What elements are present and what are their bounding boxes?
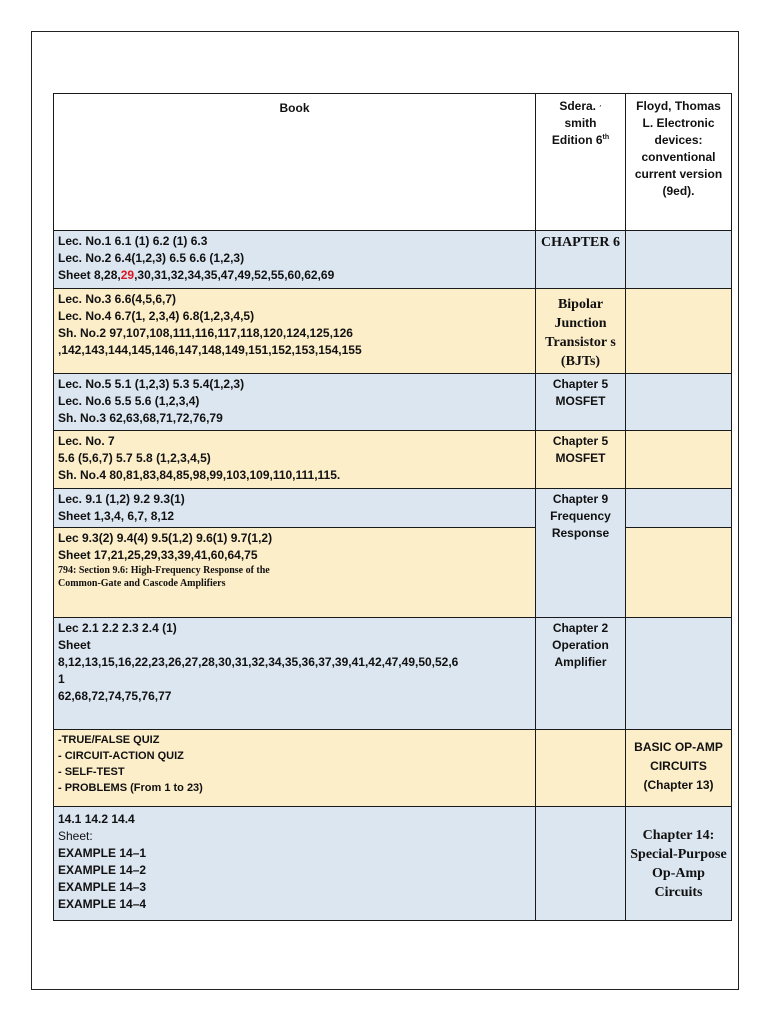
floyd-cell bbox=[626, 618, 732, 730]
lecture-cell: Lec. No. 7 5.6 (5,6,7) 5.7 5.8 (1,2,3,4,5) Sh. No.4 80,81,83,84,85,98,99,103,109,110,111,115. bbox=[54, 431, 536, 489]
lecture-cell: Lec 2.1 2.2 2.3 2.4 (1) Sheet 8,12,13,15,16,22,23,26,27,28,30,31,32,34,35,36,37,39,41,42,47,49,50,52,6 1 62,68,72,74,75,76,77 bbox=[54, 618, 536, 730]
floyd-header: Floyd, Thomas L. Electronic devices: conventional current version (9ed). bbox=[626, 94, 732, 231]
table-row bbox=[54, 528, 732, 618]
lecture-cell: 14.1 14.2 14.4 Sheet: EXAMPLE 14–1 EXAMPLE 14–2 EXAMPLE 14–3 EXAMPLE 14–4 bbox=[54, 807, 536, 921]
floyd-cell bbox=[626, 528, 732, 618]
lecture-cell: Lec. No.5 5.1 (1,2,3) 5.3 5.4(1,2,3) Lec. No.6 5.5 5.6 (1,2,3,4) Sh. No.3 62,63,68,71,72,76,79 bbox=[54, 374, 536, 431]
book-header: Book bbox=[54, 94, 536, 231]
sedra-chapter-cell bbox=[536, 730, 626, 807]
lecture-cell: Lec. 9.1 (1,2) 9.2 9.3(1) Sheet 1,3,4, 6,7, 8,12 bbox=[54, 489, 536, 528]
table-row bbox=[54, 374, 732, 431]
floyd-cell bbox=[626, 489, 732, 528]
sedra-header: Sdera. ¸ smith Edition 6th bbox=[536, 94, 626, 231]
lecture-cell: Lec. No.3 6.6(4,5,6,7) Lec. No.4 6.7(1, 2,3,4) 6.8(1,2,3,4,5) Sh. No.2 97,107,108,111,116,117,118,120,124,125,126 ,142,143,144,145,146,147,148,149,151,152,153,154,155 bbox=[54, 289, 536, 374]
floyd-cell bbox=[626, 431, 732, 489]
floyd-cell bbox=[626, 374, 732, 431]
sedra-chapter-cell bbox=[536, 807, 626, 921]
lecture-cell: Lec 9.3(2) 9.4(4) 9.5(1,2) 9.6(1) 9.7(1,2) Sheet 17,21,25,29,33,39,41,60,64,75 794: Section 9.6: High-Frequency Response of the Common-Gate and Cascode Amplifiers bbox=[54, 528, 536, 618]
sedra-chapter-cell: Chapter 2 Operation Amplifier bbox=[536, 618, 626, 730]
table-header-row bbox=[54, 94, 732, 231]
table-row bbox=[54, 489, 732, 528]
sedra-chapter-cell: Chapter 9 Frequency Response bbox=[536, 489, 626, 618]
syllabus-table bbox=[53, 93, 732, 921]
floyd-chapter-cell: BASIC OP-AMP CIRCUITS (Chapter 13) bbox=[626, 730, 732, 807]
sedra-chapter-cell: Chapter 5 MOSFET bbox=[536, 431, 626, 489]
table-row bbox=[54, 231, 732, 289]
table-row bbox=[54, 807, 732, 921]
lecture-cell: -TRUE/FALSE QUIZ - CIRCUIT-ACTION QUIZ - SELF-TEST - PROBLEMS (From 1 to 23) bbox=[54, 730, 536, 807]
sedra-chapter-cell: Bipolar Junction Transistor s (BJTs) bbox=[536, 289, 626, 374]
table-row bbox=[54, 618, 732, 730]
table-row bbox=[54, 289, 732, 374]
floyd-cell bbox=[626, 231, 732, 289]
table-row bbox=[54, 431, 732, 489]
lecture-cell: Lec. No.1 6.1 (1) 6.2 (1) 6.3 Lec. No.2 6.4(1,2,3) 6.5 6.6 (1,2,3) Sheet 8,28,29,30,31,32,34,35,47,49,52,55,60,62,69 bbox=[54, 231, 536, 289]
floyd-chapter-cell: Chapter 14: Special-Purpose Op-Amp Circuits bbox=[626, 807, 732, 921]
table-row bbox=[54, 730, 732, 807]
sedra-chapter-cell: CHAPTER 6 bbox=[536, 231, 626, 289]
floyd-cell bbox=[626, 289, 732, 374]
sedra-chapter-cell: Chapter 5 MOSFET bbox=[536, 374, 626, 431]
